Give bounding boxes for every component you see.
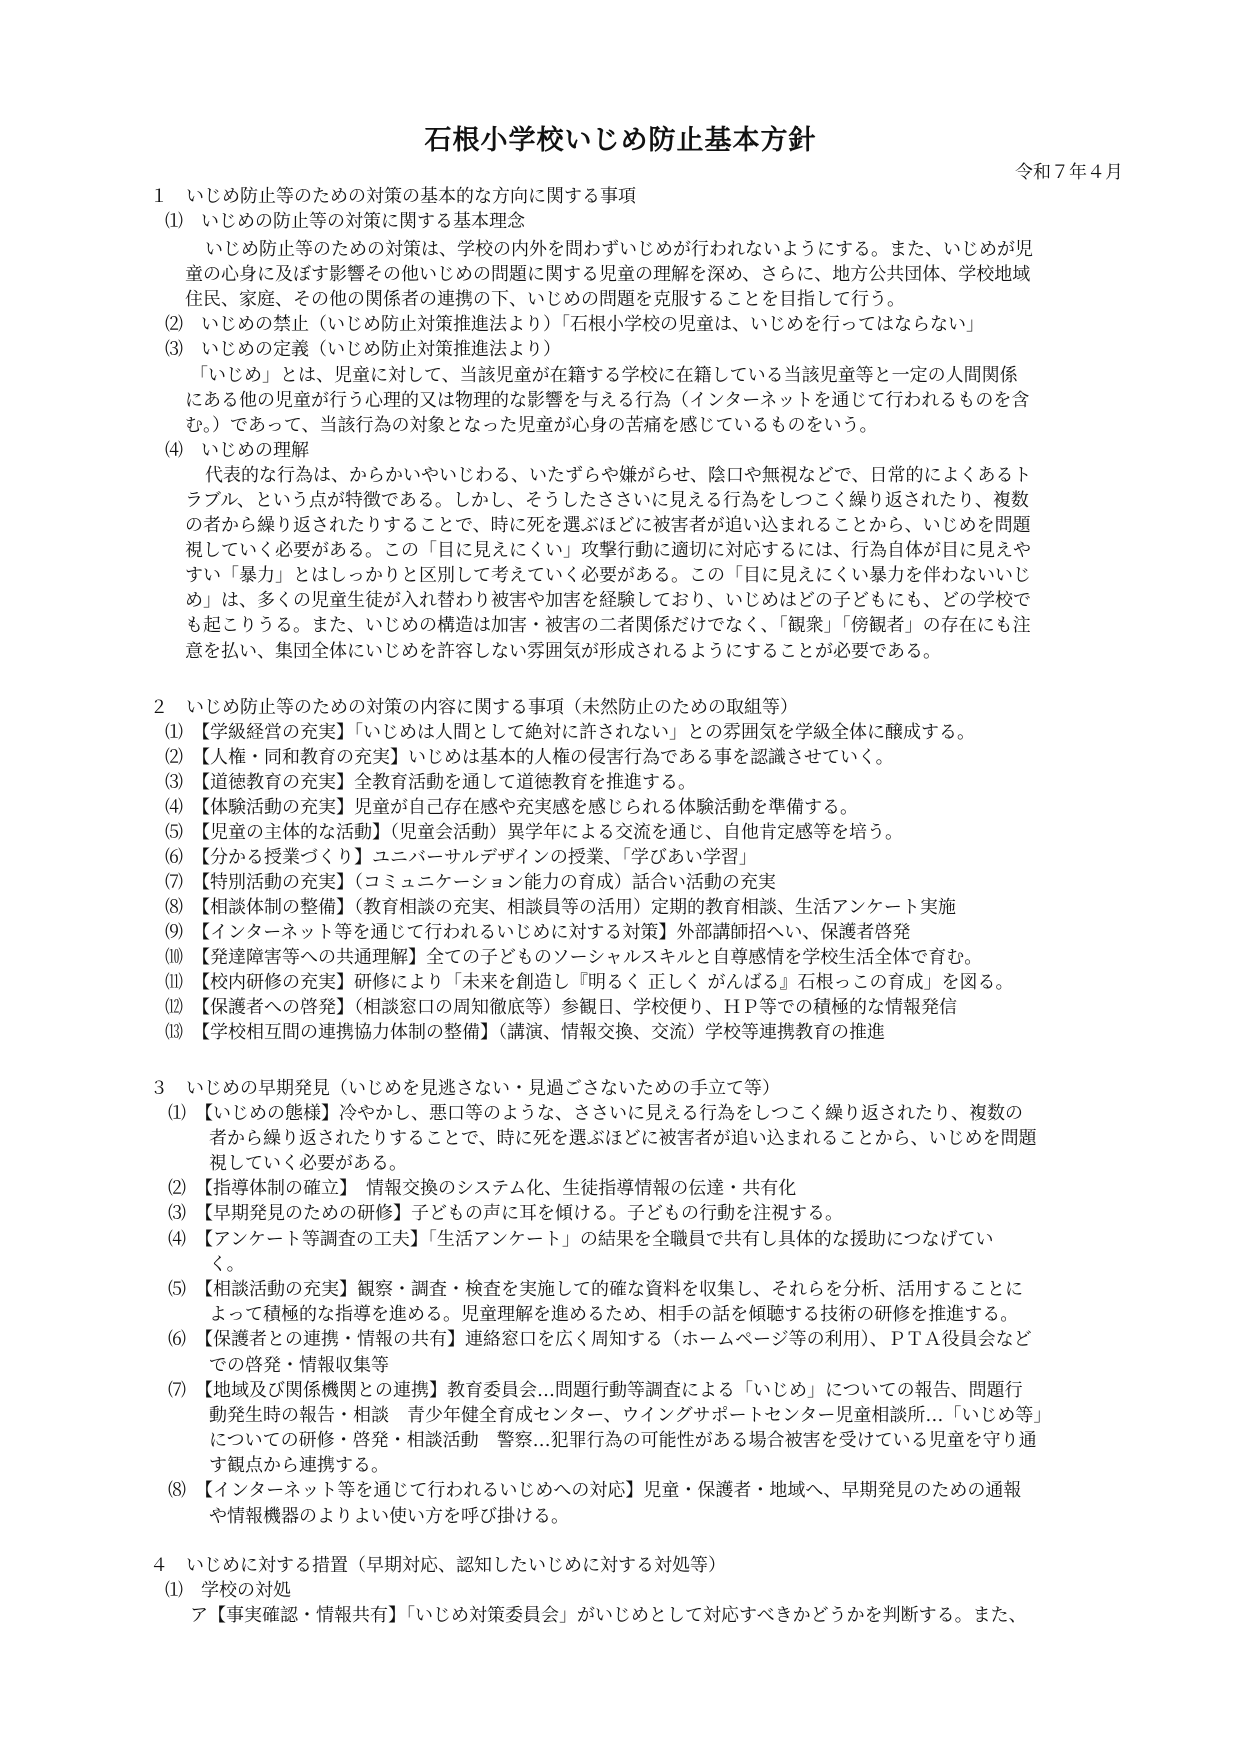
item-line: ⑵ 【指導体制の確立】 情報交換のシステム化、生徒指導情報の伝達・共有化	[168, 1178, 797, 1199]
body-line: 視していく必要がある。この「目に見えにくい」攻撃行動に適切に対応するには、行為自体が目に見えや	[185, 540, 1031, 561]
body-line: ラブル、という点が特徴である。しかし、そうしたささいに見える行為をしつこく繰り返されたり、複数	[185, 490, 1029, 511]
body-line: にある他の児童が行う心理的又は物理的な影響を与える行為（インターネットを通じて行われるものを含	[185, 390, 1030, 411]
subitem-line: ア【事実確認・情報共有】「いじめ対策委員会」がいじめとして対応すべきかどうかを判断する。また、	[190, 1605, 1027, 1626]
item-line: ⑷ 【体験活動の充実】児童が自己存在感や充実感を感じられる体験活動を準備する。	[165, 797, 858, 818]
item-line: ⑼ 【インターネット等を通じて行われるいじめに対する対策】外部講師招へい、保護者啓発	[165, 922, 911, 943]
item-line: ⒀ 【学校相互間の連携協力体制の整備】（講演、情報交換、交流）学校等連携教育の推進	[165, 1022, 885, 1043]
item-line: ⑹ 【保護者との連携・情報の共有】連絡窓口を広く周知する（ホームページ等の利用）、ＰＴＡ役員会など	[168, 1329, 1032, 1350]
item-line: ⑺ 【特別活動の充実】（コミュニケーション能力の育成）話合い活動の充実	[165, 872, 776, 893]
body-line: も起こりうる。また、いじめの構造は加害・被害の二者関係だけでなく、「観衆」「傍観者」の存在にも注	[185, 615, 1031, 636]
body-line: 「いじめ」とは、児童に対して、当該児童が在籍する学校に在籍している当該児童等と一定の人間関係	[190, 365, 1018, 386]
body-line: 住民、家庭、その他の関係者の連携の下、いじめの問題を克服することを目指して行う。	[185, 289, 905, 310]
item-line: ⑴ 【学級経営の充実】「いじめは人間として絶対に許されない」との雰囲気を学級全体に醸成する。	[165, 722, 975, 743]
body-line: すい「暴力」とはしっかりと区別して考えていく必要がある。この「目に見えにくい暴力を伴わないいじ	[185, 565, 1031, 586]
item-line: ⑽ 【発達障害等への共通理解】全ての子どものソーシャルスキルと自尊感情を学校生活全体で育む。	[165, 947, 983, 968]
item-continuation: や情報機器のよりよい使い方を呼び掛ける。	[209, 1506, 569, 1527]
body-line: の者から繰り返されたりすることで、時に死を選ぶほどに被害者が追い込まれることから、いじめを問題	[185, 515, 1031, 536]
section-heading: ４ いじめに対する措置（早期対応、認知したいじめに対する対処等）	[150, 1555, 726, 1576]
item-line: ⑸ 【児童の主体的な活動】（児童会活動）異学年による交流を通じ、自他肯定感等を培う。	[165, 822, 903, 843]
item-continuation: く。	[209, 1254, 245, 1275]
item-line: ⑾ 【校内研修の充実】研修により「未来を創造し『明るく 正しく がんばる』石根っこの育成」を図る。	[165, 972, 1014, 993]
body-line: 代表的な行為は、からかいやいじわる、いたずらや嫌がらせ、陰口や無視などで、日常的によくあるト	[205, 465, 1032, 486]
item-continuation: での啓発・情報収集等	[209, 1355, 389, 1376]
item-line: ⑻ 【相談体制の整備】（教育相談の充実、相談員等の活用）定期的教育相談、生活アンケート実施	[165, 897, 956, 918]
section-heading: ２ いじめ防止等のための対策の内容に関する事項（未然防止のための取組等）	[150, 697, 798, 718]
item-line: ⑻ 【インターネット等を通じて行われるいじめへの対応】児童・保護者・地域へ、早期発見のための通報	[168, 1480, 1022, 1501]
item-line: ⑺ 【地域及び関係機関との連携】教育委員会…問題行動等調査による「いじめ」についての報告、問題行	[168, 1380, 1023, 1401]
item-line: ⑸ 【相談活動の充実】観察・調査・検査を実施して的確な資料を収集し、それらを分析、活用することに	[168, 1279, 1023, 1300]
item-continuation: 視していく必要がある。	[209, 1153, 407, 1174]
item-line: ⑴ 【いじめの態様】冷やかし、悪口等のような、ささいに見える行為をしつこく繰り返されたり、複数の	[168, 1103, 1023, 1124]
document-date: 令和７年４月	[1015, 162, 1123, 183]
item-line: ⑹ 【分かる授業づくり】ユニバーサルデザインの授業、「学びあい学習」	[165, 847, 757, 868]
body-line: め」は、多くの児童生徒が入れ替わり被害や加害を経験しており、いじめはどの子どもにも、どの学校で	[185, 590, 1031, 611]
item-continuation: よって積極的な指導を進める。児童理解を進めるため、相手の話を傾聴する技術の研修を推進する。	[209, 1304, 1019, 1325]
item-line: ⑶ 【道徳教育の充実】全教育活動を通して道徳教育を推進する。	[165, 772, 696, 793]
item-continuation: 者から繰り返されたりすることで、時に死を選ぶほどに被害者が追い込まれることから、いじめを問題	[209, 1128, 1037, 1149]
item-continuation: 動発生時の報告・相談 青少年健全育成センター、ウイングサポートセンター児童相談所…「いじめ等」	[209, 1405, 1052, 1426]
item-line: ⑶ 【早期発見のための研修】子どもの声に耳を傾ける。子どもの行動を注視する。	[168, 1203, 843, 1224]
item-line: ⑶ いじめの定義（いじめ防止対策推進法より）	[165, 339, 561, 360]
item-continuation: についての研修・啓発・相談活動 警察…犯罪行為の可能性がある場合被害を受けている児童を守り通	[209, 1430, 1037, 1451]
section-heading: １ いじめ防止等のための対策の基本的な方向に関する事項	[150, 186, 636, 207]
document-title: 石根小学校いじめ防止基本方針	[424, 125, 817, 156]
item-line: ⑴ 学校の対処	[165, 1580, 291, 1601]
item-line: ⑿ 【保護者への啓発】（相談窓口の周知徹底等）参観日、学校便り、ＨＰ等での積極的な情報発信	[165, 997, 957, 1018]
section-heading: ３ いじめの早期発見（いじめを見逃さない・見過ごさないための手立て等）	[150, 1078, 780, 1099]
body-line: いじめ防止等のための対策は、学校の内外を問わずいじめが行われないようにする。また、いじめが児	[205, 239, 1033, 260]
item-line: ⑵ 【人権・同和教育の充実】いじめは基本的人権の侵害行為である事を認識させていく。	[165, 747, 894, 768]
body-line: 童の心身に及ぼす影響その他いじめの問題に関する児童の理解を深め、さらに、地方公共団体、学校地域	[185, 264, 1031, 285]
item-line: ⑷ いじめの理解	[165, 440, 309, 461]
item-line: ⑷ 【アンケート等調査の工夫】「生活アンケート」の結果を全職員で共有し具体的な援助につなげてい	[168, 1229, 994, 1250]
body-line: む。）であって、当該行為の対象となった児童が心身の苦痛を感じているものをいう。	[185, 415, 878, 436]
item-line: ⑴ いじめの防止等の対策に関する基本理念	[165, 211, 525, 232]
item-line: ⑵ いじめの禁止（いじめ防止対策推進法より）「石根小学校の児童は、いじめを行ってはならない」	[165, 314, 984, 335]
item-continuation: す観点から連携する。	[209, 1455, 389, 1476]
body-line: 意を払い、集団全体にいじめを許容しない雰囲気が形成されるようにすることが必要である。	[185, 641, 941, 662]
